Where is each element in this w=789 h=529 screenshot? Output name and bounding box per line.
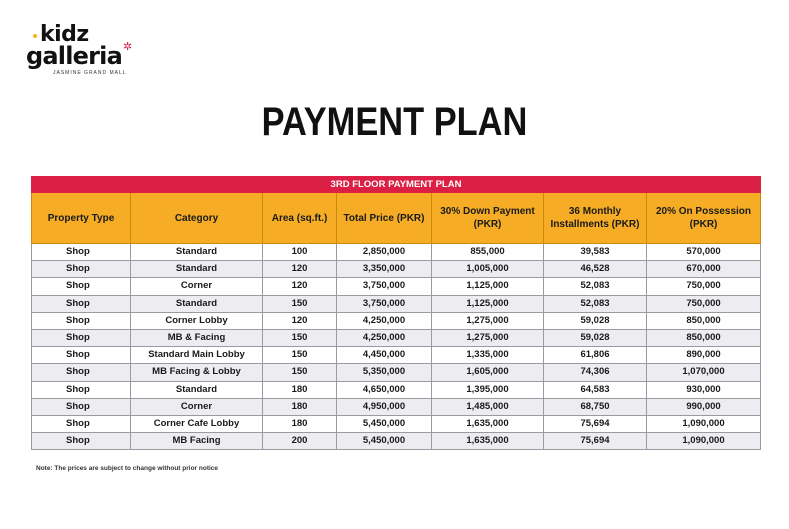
cell-category: Corner (131, 278, 263, 295)
cell-property-type: Shop (32, 312, 131, 329)
cell-monthly-installment: 46,528 (544, 261, 647, 278)
cell-property-type: Shop (32, 347, 131, 364)
cell-on-possession: 570,000 (647, 244, 761, 261)
cell-down-payment: 1,275,000 (432, 329, 544, 346)
cell-area: 150 (263, 347, 337, 364)
cell-monthly-installment: 74,306 (544, 364, 647, 381)
cell-monthly-installment: 75,694 (544, 433, 647, 450)
table-row (32, 415, 761, 432)
cell-property-type: Shop (32, 278, 131, 295)
cell-category: Standard (131, 381, 263, 398)
cell-total-price: 4,250,000 (337, 329, 432, 346)
cell-monthly-installment: 68,750 (544, 398, 647, 415)
cell-area: 120 (263, 261, 337, 278)
cell-category: Standard (131, 261, 263, 278)
header-monthly-installments: 36 Monthly Installments (PKR) (544, 193, 647, 244)
header-down-payment: 30% Down Payment (PKR) (432, 193, 544, 244)
header-on-possession: 20% On Possession (PKR) (647, 193, 761, 244)
cell-down-payment: 1,635,000 (432, 433, 544, 450)
price-change-note: Note: The prices are subject to change without prior notice (36, 465, 219, 472)
cell-property-type: Shop (32, 415, 131, 432)
cell-on-possession: 890,000 (647, 347, 761, 364)
cell-total-price: 5,450,000 (337, 433, 432, 450)
cell-monthly-installment: 52,083 (544, 278, 647, 295)
cell-area: 120 (263, 278, 337, 295)
page-title: PAYMENT PLAN (261, 100, 528, 144)
cell-area: 200 (263, 433, 337, 450)
cell-total-price: 4,950,000 (337, 398, 432, 415)
table-row (32, 312, 761, 329)
cell-total-price: 4,250,000 (337, 312, 432, 329)
cell-property-type: Shop (32, 261, 131, 278)
cell-on-possession: 930,000 (647, 381, 761, 398)
cell-down-payment: 1,005,000 (432, 261, 544, 278)
header-area: Area (sq.ft.) (263, 193, 337, 244)
cell-area: 150 (263, 295, 337, 312)
cell-monthly-installment: 52,083 (544, 295, 647, 312)
cell-property-type: Shop (32, 381, 131, 398)
cell-total-price: 5,450,000 (337, 415, 432, 432)
cell-total-price: 4,450,000 (337, 347, 432, 364)
cell-area: 150 (263, 329, 337, 346)
cell-on-possession: 850,000 (647, 312, 761, 329)
cell-total-price: 3,750,000 (337, 295, 432, 312)
cell-on-possession: 850,000 (647, 329, 761, 346)
cell-down-payment: 1,395,000 (432, 381, 544, 398)
cell-category: Standard (131, 244, 263, 261)
cell-on-possession: 1,090,000 (647, 433, 761, 450)
cell-area: 180 (263, 415, 337, 432)
cell-monthly-installment: 59,028 (544, 312, 647, 329)
cell-category: Standard Main Lobby (131, 347, 263, 364)
table-row (32, 381, 761, 398)
logo-spark-icon: ✲ (123, 41, 133, 53)
cell-down-payment: 855,000 (432, 244, 544, 261)
cell-category: MB Facing (131, 433, 263, 450)
kidz-galleria-logo (26, 22, 136, 78)
table-header-row (32, 193, 761, 244)
cell-property-type: Shop (32, 364, 131, 381)
table-row (32, 295, 761, 312)
table-row (32, 347, 761, 364)
cell-monthly-installment: 61,806 (544, 347, 647, 364)
cell-on-possession: 990,000 (647, 398, 761, 415)
table-body (32, 244, 761, 450)
header-total-price: Total Price (PKR) (337, 193, 432, 244)
cell-area: 180 (263, 398, 337, 415)
cell-property-type: Shop (32, 295, 131, 312)
cell-category: Corner (131, 398, 263, 415)
table-row (32, 261, 761, 278)
header-property-type: Property Type (32, 193, 131, 244)
cell-total-price: 5,350,000 (337, 364, 432, 381)
cell-property-type: Shop (32, 244, 131, 261)
cell-on-possession: 1,090,000 (647, 415, 761, 432)
table-row (32, 244, 761, 261)
cell-down-payment: 1,605,000 (432, 364, 544, 381)
cell-area: 180 (263, 381, 337, 398)
table-banner: 3RD FLOOR PAYMENT PLAN (32, 177, 761, 193)
cell-property-type: Shop (32, 329, 131, 346)
table-row (32, 398, 761, 415)
cell-down-payment: 1,275,000 (432, 312, 544, 329)
cell-on-possession: 750,000 (647, 278, 761, 295)
table-row (32, 278, 761, 295)
cell-monthly-installment: 59,028 (544, 329, 647, 346)
logo-line2: galleria (26, 42, 122, 70)
cell-total-price: 4,650,000 (337, 381, 432, 398)
cell-down-payment: 1,335,000 (432, 347, 544, 364)
cell-area: 120 (263, 312, 337, 329)
cell-category: MB & Facing (131, 329, 263, 346)
cell-on-possession: 750,000 (647, 295, 761, 312)
cell-down-payment: 1,635,000 (432, 415, 544, 432)
table-row (32, 364, 761, 381)
cell-total-price: 2,850,000 (337, 244, 432, 261)
cell-area: 100 (263, 244, 337, 261)
table-row (32, 329, 761, 346)
cell-monthly-installment: 64,583 (544, 381, 647, 398)
table-banner-row (32, 177, 761, 193)
cell-property-type: Shop (32, 398, 131, 415)
cell-total-price: 3,350,000 (337, 261, 432, 278)
cell-property-type: Shop (32, 433, 131, 450)
cell-on-possession: 670,000 (647, 261, 761, 278)
logo-line1: kidz (40, 22, 89, 47)
cell-area: 150 (263, 364, 337, 381)
cell-category: Corner Lobby (131, 312, 263, 329)
table-row (32, 433, 761, 450)
cell-category: MB Facing & Lobby (131, 364, 263, 381)
cell-down-payment: 1,485,000 (432, 398, 544, 415)
cell-category: Standard (131, 295, 263, 312)
cell-category: Corner Cafe Lobby (131, 415, 263, 432)
cell-total-price: 3,750,000 (337, 278, 432, 295)
cell-monthly-installment: 39,583 (544, 244, 647, 261)
payment-plan-table (31, 176, 761, 450)
cell-down-payment: 1,125,000 (432, 278, 544, 295)
header-category: Category (131, 193, 263, 244)
logo-tagline: JASMINE GRAND MALL (53, 70, 127, 76)
logo-dot-icon (33, 34, 37, 38)
cell-on-possession: 1,070,000 (647, 364, 761, 381)
cell-down-payment: 1,125,000 (432, 295, 544, 312)
cell-monthly-installment: 75,694 (544, 415, 647, 432)
